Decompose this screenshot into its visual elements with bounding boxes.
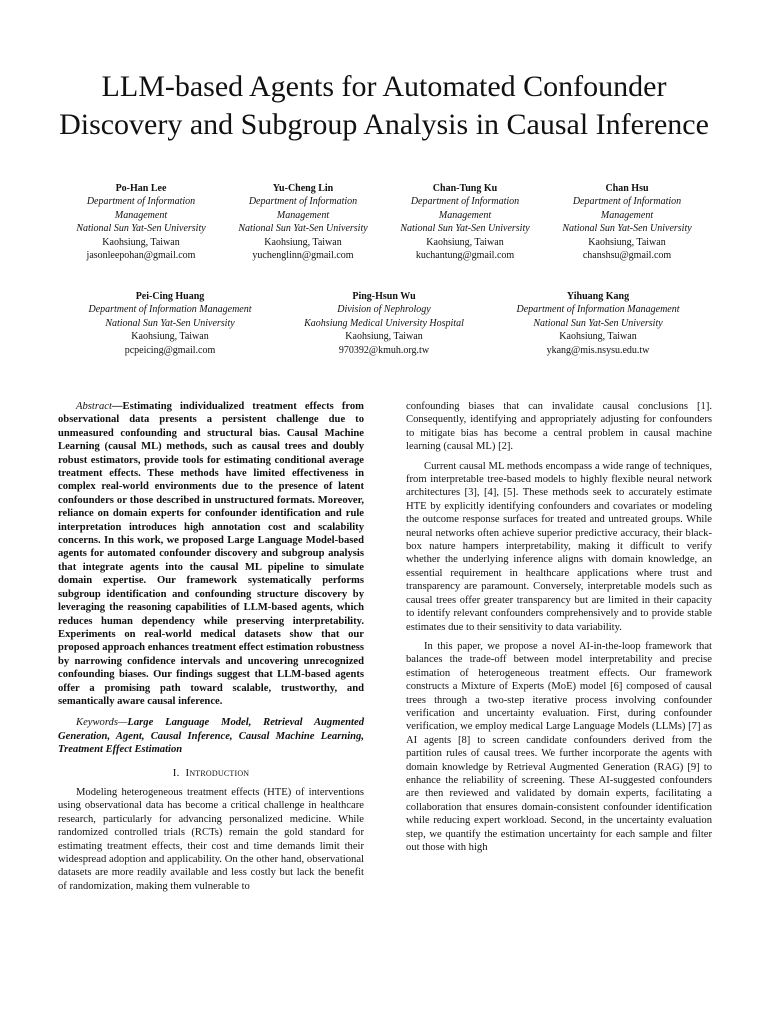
author-city: Kaohsiung, Taiwan: [559, 331, 637, 343]
authors-row-2: [80, 290, 688, 357]
author-dept: Division of Nephrology: [337, 304, 431, 316]
keywords-paragraph: [58, 716, 364, 756]
author-name: Yihuang Kang: [566, 291, 630, 302]
author-block: [546, 182, 708, 262]
author-city: Kaohsiung, Taiwan: [588, 236, 666, 248]
author-dept: Department of Information Management: [572, 196, 682, 221]
intro-paragraph-3: In this paper, we propose a novel AI-in-the-loop framework that balances the trade-off between model interpretability and precise estimation of heterogeneous treatment effects. Our framework constructs a Mixture of Experts (MoE) model [6] composed of causal trees through a two-step iterative process involving confounder verification and uncertainty evaluation. First, during confounder verification, we employ medical Large Language Models (LLMs) [7] as AI agents [8] to screen candidate confounders derived from the partition rules of causal trees. We further incorporate the agents with domain knowledge by Retrieval Augmented Generation (RAG) [9] to enhance the reliability of screening. These AI-suggested confounders are then reviewed and validated by domain experts, facilitating a collaboration that ensures domain-consistent confounder identification while reducing expert workload. Second, in the uncertainty evaluation step, we quantify the estimation uncertainty for each sample and filter out those with high: [406, 640, 712, 853]
author-block: [508, 290, 688, 357]
author-univ: National Sun Yat-Sen University: [76, 223, 206, 235]
author-email: chanshsu@gmail.com: [582, 250, 672, 262]
author-city: Kaohsiung, Taiwan: [426, 236, 504, 248]
left-column: [58, 400, 364, 899]
intro-paragraph-2: Current causal ML methods encompass a wide range of techniques, from interpretable tree-based models to highly flexible neural network architectures [3], [4], [5]. These methods seek to accurately estimate HTE by explicitly identifying confounders and covariates or modeling the outcome response surfaces for treated and untreated groups. While neural networks often achieve superior predictive accuracy, their black-box nature hampers interpretability, making it difficult to verify whether the underlying inference aligns with domain knowledge, an essential requirement in healthcare applications where trust and transparency are paramount. Conversely, interpretable models such as causal trees offer greater transparency but are limited in their capacity to identify relevant confounders comprehensively and to provide stable estimates due to their sensitivity to data variability.: [406, 460, 712, 633]
author-dept: Department of Information Management: [248, 196, 358, 221]
author-block: [384, 182, 546, 262]
author-name: Pei-Cing Huang: [135, 291, 205, 302]
author-dept: Department of Information Management: [410, 196, 520, 221]
section-number: I.: [172, 766, 180, 779]
author-dept: Department of Information Management: [516, 304, 680, 316]
section-heading-introduction: [58, 767, 364, 780]
author-email: jasonleepohan@gmail.com: [86, 250, 196, 262]
author-city: Kaohsiung, Taiwan: [102, 236, 180, 248]
author-name: Ping-Hsun Wu: [352, 291, 416, 302]
author-city: Kaohsiung, Taiwan: [264, 236, 342, 248]
author-block: [60, 182, 222, 262]
abstract-text: —Estimating individualized treatment effects from observational data presents a persistent challenge due to unmeasured confounding and structural bias. Causal Machine Learning (causal ML) methods, such as causal trees and doubly robust estimators, provide tools for estimating conditional average treatment effects. These methods have limited effectiveness in complex real-world environments due to the presence of latent confounders or those described in unstructured formats. Moreover, reliance on domain experts for confounder identification and rule interpretation introduces high annotation cost and scalability concerns. In this work, we proposed Large Language Model-based agents for automated confounder discovery and subgroup analysis that integrate agents into the causal ML pipeline to simulate domain expertise. Our framework systematically performs subgroup identification and confounding structure discovery by leveraging the reasoning capabilities of LLM-based agents, which reduces human dependency while preserving interpretability. Experiments on real-world medical datasets show that our proposed approach enhances treatment effect estimation robustness by narrowing confidence intervals and uncovering unrecognized confounding biases. Our findings suggest that LLM-based agents offer a promising path toward scalable, trustworthy, and semantically aware causal inference.: [58, 401, 364, 707]
author-univ: Kaohsiung Medical University Hospital: [304, 317, 464, 329]
keywords-text: Large Language Model, Retrieval Augmented Generation, Agent, Causal Inference, Causal Machine Learning, Treatment Effect Estimation: [58, 717, 364, 756]
author-email: kuchantung@gmail.com: [415, 250, 515, 262]
author-dept: Department of Information Management: [88, 304, 252, 316]
intro-paragraph-1: Modeling heterogeneous treatment effects (HTE) of interventions using observational data has become a critical challenge in healthcare research, particularly for advancing personalized medicine. While randomized controlled trials (RCTs) remain the gold standard for estimating treatment effects, their cost and time demands limit their widespread adoption and applicability. On the other hand, observational datasets are more readily available and less costly but lack the benefit of randomization, making them vulnerable to: [58, 786, 364, 892]
author-univ: National Sun Yat-Sen University: [562, 223, 692, 235]
author-univ: National Sun Yat-Sen University: [238, 223, 368, 235]
author-name: Chan Hsu: [605, 183, 649, 194]
author-city: Kaohsiung, Taiwan: [345, 331, 423, 343]
paper-title: LLM-based Agents for Automated Confounder Discovery and Subgroup Analysis in Causal Inference: [59, 70, 709, 141]
keywords-lead: Keywords—: [76, 717, 128, 729]
author-block: [222, 182, 384, 262]
author-block: [80, 290, 260, 357]
right-column: [406, 400, 712, 860]
author-univ: National Sun Yat-Sen University: [105, 317, 235, 329]
author-email: pcpeicing@gmail.com: [124, 344, 216, 356]
author-name: Po-Han Lee: [115, 183, 167, 194]
author-name: Chan-Tung Ku: [432, 183, 498, 194]
intro-paragraph-continued: confounding biases that can invalidate causal conclusions [1]. Consequently, identifying and appropriately adjusting for confounders to mitigate bias has become a central problem in causal machine learning (causal ML) [2].: [406, 401, 712, 453]
abstract-paragraph: [58, 400, 364, 708]
author-univ: National Sun Yat-Sen University: [533, 317, 663, 329]
author-block: [294, 290, 474, 357]
author-email: yuchenglinn@gmail.com: [252, 250, 354, 262]
author-name: Yu-Cheng Lin: [272, 183, 334, 194]
section-title-initial: I: [185, 766, 190, 779]
section-title-rest: ntroduction: [189, 766, 250, 779]
author-email: 970392@kmuh.org.tw: [338, 344, 430, 356]
authors-row-1: [60, 182, 708, 262]
abstract-lead: Abstract: [76, 401, 112, 412]
author-univ: National Sun Yat-Sen University: [400, 223, 530, 235]
author-dept: Department of Information Management: [86, 196, 196, 221]
author-city: Kaohsiung, Taiwan: [131, 331, 209, 343]
author-email: ykang@mis.nsysu.edu.tw: [546, 344, 650, 356]
